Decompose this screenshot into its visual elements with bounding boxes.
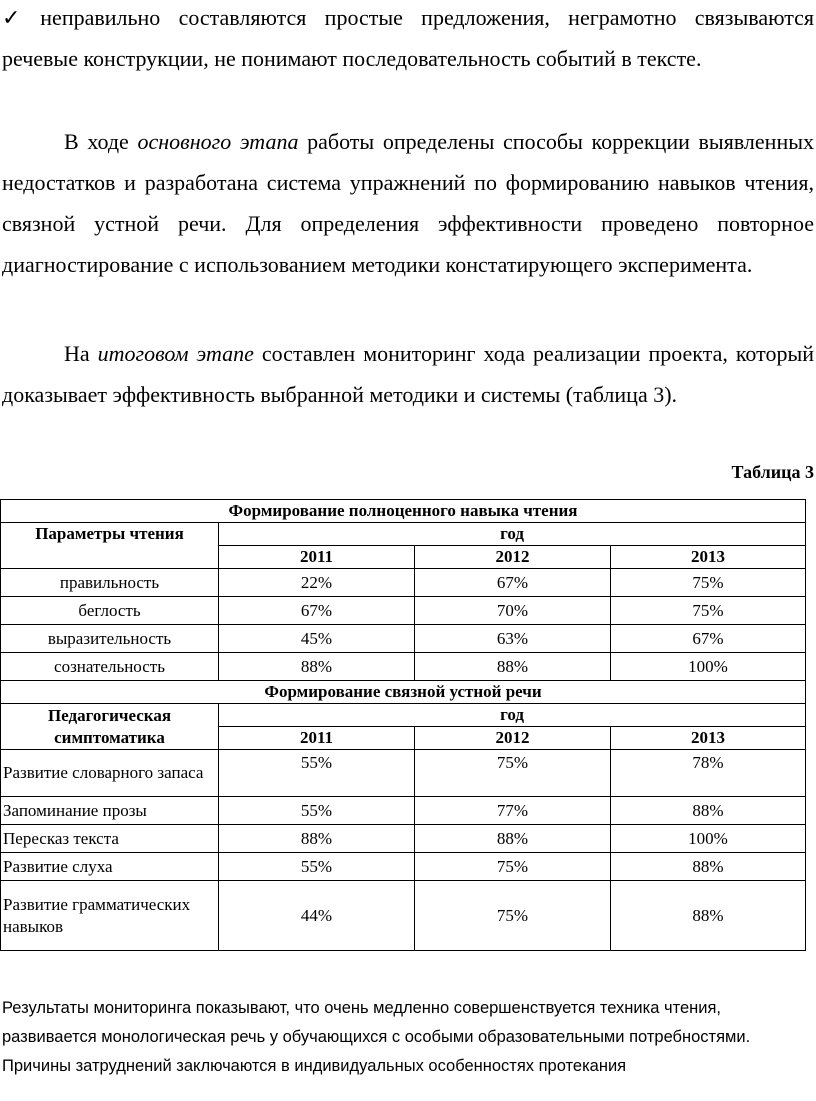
cell-value: 44% bbox=[219, 881, 415, 951]
section2-title: Формирование связной устной речи bbox=[1, 681, 806, 704]
p3-italic: итоговом этапе bbox=[97, 341, 254, 366]
table-row bbox=[1, 797, 806, 825]
table-row bbox=[1, 597, 806, 625]
cell-value: 88% bbox=[611, 797, 806, 825]
p2-italic: основного этапа bbox=[137, 129, 299, 154]
row-label: Развитие грамматических навыков bbox=[1, 881, 219, 951]
cell-value: 67% bbox=[219, 597, 415, 625]
cell-value: 88% bbox=[611, 853, 806, 881]
table-caption: Таблица 3 bbox=[731, 462, 814, 482]
cell-value: 78% bbox=[611, 750, 806, 797]
row-label: беглость bbox=[1, 597, 219, 625]
section2-year: 2012 bbox=[415, 727, 611, 750]
cell-value: 55% bbox=[219, 750, 415, 797]
cell-value: 70% bbox=[415, 597, 611, 625]
row-label: выразительность bbox=[1, 625, 219, 653]
cell-value: 45% bbox=[219, 625, 415, 653]
cell-value: 63% bbox=[415, 625, 611, 653]
cell-value: 88% bbox=[611, 881, 806, 951]
cell-value: 75% bbox=[611, 597, 806, 625]
paragraph-final-stage bbox=[2, 333, 814, 415]
cell-value: 88% bbox=[415, 653, 611, 681]
bullet-text: неправильно составляются простые предложения, неграмотно связываются речевые конструкции, не понимают последовательность событий в тексте. bbox=[2, 5, 815, 71]
cell-value: 67% bbox=[611, 625, 806, 653]
section1-param-header: Параметры чтения bbox=[1, 523, 219, 569]
cell-value: 77% bbox=[415, 797, 611, 825]
table-row bbox=[1, 625, 806, 653]
cell-value: 55% bbox=[219, 853, 415, 881]
section2-year-header: год bbox=[219, 704, 806, 727]
cell-value: 67% bbox=[415, 569, 611, 597]
section2-year: 2011 bbox=[219, 727, 415, 750]
section1-year: 2013 bbox=[611, 546, 806, 569]
results-table bbox=[0, 499, 806, 951]
table-row bbox=[1, 653, 806, 681]
table-row bbox=[1, 750, 806, 797]
p2-text-b: работы определены способы коррекции выявленных недостатков и разработана система упражнений по формированию навыков чтения, связной устной речи. Для определения эффективности проведено повторное диагностирование с использованием методики констатирующего эксперимента. bbox=[2, 129, 814, 277]
p2-text-a: В ходе bbox=[64, 129, 138, 154]
row-label: Запоминание прозы bbox=[1, 797, 219, 825]
section2-param-header: Педагогическая симптоматика bbox=[1, 704, 219, 750]
row-label: сознательность bbox=[1, 653, 219, 681]
table-row bbox=[1, 881, 806, 951]
table-row bbox=[1, 853, 806, 881]
section1-year: 2012 bbox=[415, 546, 611, 569]
cell-value: 88% bbox=[219, 653, 415, 681]
row-label: Развитие словарного запаса bbox=[1, 750, 219, 797]
cell-value: 88% bbox=[219, 825, 415, 853]
cell-value: 75% bbox=[415, 881, 611, 951]
section1-year-header: год bbox=[219, 523, 806, 546]
cell-value: 22% bbox=[219, 569, 415, 597]
table-row bbox=[1, 825, 806, 853]
cell-value: 100% bbox=[611, 825, 806, 853]
bullet-paragraph bbox=[2, 0, 814, 79]
row-label: Пересказ текста bbox=[1, 825, 219, 853]
section1-title: Формирование полноценного навыка чтения bbox=[1, 500, 806, 523]
cell-value: 75% bbox=[415, 750, 611, 797]
table-row bbox=[1, 569, 806, 597]
p3-text-a: На bbox=[64, 341, 98, 366]
cell-value: 75% bbox=[415, 853, 611, 881]
section1-year: 2011 bbox=[219, 546, 415, 569]
cell-value: 88% bbox=[415, 825, 611, 853]
footer-paragraph: Результаты мониторинга показывают, что очень медленно совершенствуется техника чтения, развивается монологическая речь у обучающихся с особыми образовательными потребностями. Причины затруднений заключаются в индивидуальных особенностях протекания bbox=[2, 999, 751, 1075]
cell-value: 55% bbox=[219, 797, 415, 825]
row-label: правильность bbox=[1, 569, 219, 597]
row-label: Развитие слуха bbox=[1, 853, 219, 881]
p3-text-b: составлен мониторинг хода реализации проекта, который доказывает эффективность выбранной методики и системы (таблица 3). bbox=[2, 341, 814, 407]
cell-value: 75% bbox=[611, 569, 806, 597]
checkmark-icon: ✓ bbox=[2, 5, 21, 30]
cell-value: 100% bbox=[611, 653, 806, 681]
paragraph-main-stage bbox=[2, 121, 814, 285]
section2-year: 2013 bbox=[611, 727, 806, 750]
